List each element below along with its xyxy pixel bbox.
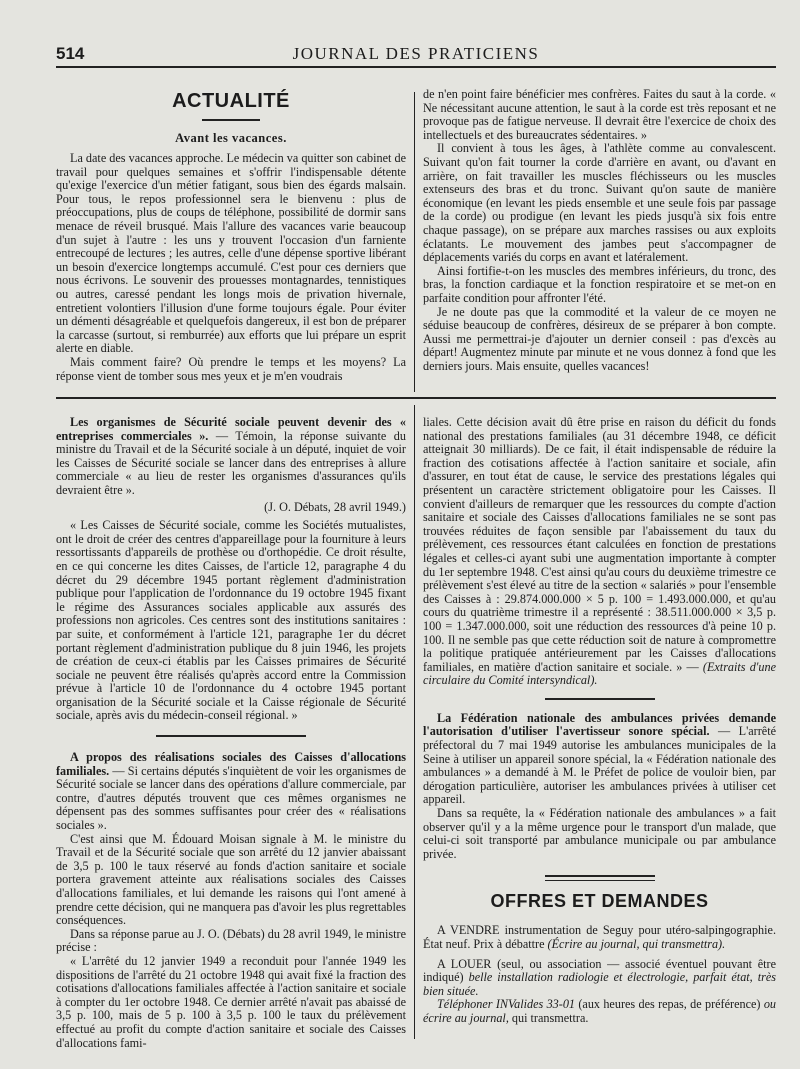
offres-rule-top	[545, 875, 655, 877]
propos-article	[56, 751, 406, 833]
propos-paragraph-3: Dans sa réponse parue au J. O. (Débats) du 28 avril 1949, le ministre précise :	[56, 926, 406, 955]
offres-ad-3-phone: Téléphoner INValides 33-01	[437, 997, 576, 1012]
federation-heading: La Fédération nationale des ambulances privées demande l'autorisation d'utiliser l'avertisseur sonore spécial.	[423, 710, 776, 739]
offres-ad-3-italic: ou écrire au journal,	[423, 997, 776, 1025]
actualite-paragraph-2: Mais comment faire? Où prendre le temps et les moyens? La réponse vient de tomber sous mes yeux et je m'en voudrais	[56, 354, 406, 383]
propos-paragraph-5: liales. Cette décision avait dû être prise en raison du déficit du fonds national des prestations familiales (au 31 décembre 1948, ce déficit atteignait 30 milliards). De ce fait, il était indispensable de réduire la fraction des cotisations affectée à l'action sanitaire et sociale, afin d'assurer, en tout état de cause, le service des prestations légales qui présentent un caractère strictement obligatoire pour les Caisses. Il convient d'ailleurs de remarquer que les ressources du compte d'action sanitaire et sociale des Caisses d'allocations familiales ne se sont pas trouvées réduites de façon sensible par l'abaissement du taux du prélèvement, ces ressources étant calculées en fonction de prestations légales et celles-ci ayant subi une augmentation importante à compter du 1er septembre 1948. C'est ainsi qu'au cours du deuxième trimestre ce prélèvement s'est élevé au titre de la section « salariés » pour l'ensemble des Caisses à : 29.874.000.000 × 5 p. 100 = 1.493.000.000, et qu'au cours du quatrième trimestre il a représenté : 38.511.000.000 × 3,5 p. 100 = 1.347.000.000, soit une réduction des ressources d'à peine 10 p. 100. Il ne semble pas que cette réduction soit de nature à compromettre la politique pratiquée antérieurement par les Caisses d'allocations familiales, en matière d'action sanitaire et sociale. » —	[423, 415, 776, 674]
offres-ad-2-italic: belle installation radiologie et électrologie, parfait état, très bien située.	[423, 970, 776, 998]
federation-article	[423, 712, 776, 807]
offres-title: OFFRES ET DEMANDES	[490, 891, 709, 912]
actualite-title-rule	[202, 119, 260, 121]
actualite-paragraph-6: Je ne doute pas que la commodité et la valeur de ce moyen ne séduise beaucoup de confrères, désireux de se préparer à bon compte. Aussi me permettrai-je d'ajouter un dernier conseil : pas d'excès au départ! Augmentez minute par minute et ne vous donnez à fond que les derniers jours. Mais ensuite, quelles vacances!	[423, 304, 776, 373]
actualite-paragraph-4: Il convient à tous les âges, à l'athlète comme au convalescent. Suivant qu'on fait tourner la corde d'arrière en avant, ou d'avant en arrière, on fait travailler les muscles fléchisseurs ou les muscles extenseurs des bras et du tronc. Suivant qu'on saute de manière économique (en levant les pieds ensemble et une seule fois par passage de la corde) ou prodigue (en levant les pieds jusqu'à six fois entre chaque passage), on se prépare aux marches rassises ou aux exploits éclatants. Le mouvement des jambes peut s'accompagner de déplacements variés du corps en avant et latéralement.	[423, 141, 776, 265]
journal-title: JOURNAL DES PRATICIENS	[292, 44, 540, 63]
actualite-paragraph-3: de n'en point faire bénéficier mes confrères. Faites du saut à la corde. « Ne nécessitant aucune attention, le saut à la corde est très reposant et ne provoque pas de fatigue nerveuse. Il devrait être l'exercice de choix des intellectuels et des bureaucrates sédentaires. »	[423, 87, 776, 142]
federation-rule	[545, 698, 655, 700]
offres-ad-1-text: A VENDRE instrumentation de Seguy pour utéro-salpingographie. État neuf. Prix à débattre	[423, 923, 776, 951]
offres-ad-2	[423, 958, 776, 999]
actualite-paragraph-1: La date des vacances approche. Le médecin va quitter son cabinet de travail pour quelques semaines et s'offrir l'indispensable détente qu'exige l'exercice d'un métier fatigant, sous bien des égards malsain. Pour tous, le repos professionnel sera le bienvenu : plus de préoccupations, plus de coups de téléphone, possibilité de dormir sans menace de réveil brusqué. Mais l'allure des vacances varie beaucoup d'un sujet à l'autre : les uns y trouvent l'occasion d'un farniente entrecoupé de lectures ; les autres, celle d'une dépense sportive libérant un besoin d'exercice longtemps accumulé. C'est pour ces derniers que nous écrivons. Le souvenir des prouesses montagnardes, tennistiques ou autres, caressé pendant les longs mois de privation hivernale, entretient volontiers l'illusion d'une forme toujours égale. Pour éviter un démenti désagréable et quelquefois dangereux, il est bon de préparer la carcasse (surtout, si remburrée) aux efforts que lui prépare un esprit alerte en diable.	[56, 151, 406, 356]
offres-ad-1-italic: (Écrire au journal, qui transmettra).	[547, 937, 726, 951]
page-number: 514	[56, 44, 85, 63]
propos-continuation	[423, 416, 776, 688]
actualite-paragraph-5: Ainsi fortifie-t-on les muscles des membres inférieurs, du tronc, des bras, la fonction cardiaque et la fonction respiratoire et se met-on en parfaite condition pour affronter l'été.	[423, 263, 776, 305]
offres-ad-3	[423, 998, 776, 1025]
propos-paragraph-4: « L'arrêté du 12 janvier 1949 a reconduit pour l'année 1949 les dispositions de l'arrêté du 21 octobre 1948 qui avait fixé la fraction des cotisations d'allocations familiales affectée à l'action sanitaire et sociale à compter du 1er octobre 1948. Ce dernier arrêté n'avait pas abaissé de 3,5 p. 100, mais de 5 p. 100 à 3,5 p. 100 le taux du prélèvement effectué au profit du compte d'action sanitaire et sociale des Caisses d'allocations fami-	[56, 953, 406, 1050]
actualite-subtitle: Avant les vacances.	[175, 131, 287, 145]
offres-ad-2-text: A LOUER (seul, ou association — associé éventuel pouvant être indiqué)	[423, 956, 776, 985]
federation-intro: — L'arrêté préfectoral du 7 mai 1949 autorise les ambulances municipales de la Seine à utiliser un appareil sonore spécial, la « Fédération nationale des ambulances » a demandé à M. le Préfet de police de vouloir bien, par dérogation particulière, autoriser les ambulances privées à utiliser cet appareil.	[423, 724, 777, 807]
column-divider-bottom	[414, 405, 415, 1039]
propos-intro: — Si certains députés s'inquiètent de voir les organismes de Sécurité sociale se lancer dans des opérations d'allure commerciale, par contre, d'autres députés trouvent que ces mêmes organismes ne dépensent pas des sommes suffisantes pour créer des « réalisations sociales ».	[56, 763, 406, 833]
federation-paragraph-2: Dans sa requête, la « Fédération nationale des ambulances » a fait observer qu'il y a la même urgence pour le transport d'un malade, que celui-ci soit transporté par ambulance municipale ou par ambulance privée.	[423, 806, 776, 861]
actualite-right	[423, 88, 776, 373]
propos-heading: A propos des réalisations sociales des Caisses d'allocations familiales.	[56, 750, 406, 778]
propos-source: (Extraits d'une circulaire du Comité intersyndical).	[423, 659, 776, 688]
section-divider	[56, 397, 776, 399]
lower-left-rule	[156, 735, 306, 737]
actualite-title: ACTUALITÉ	[172, 90, 290, 112]
organismes-quote: « Les Caisses de Sécurité sociale, comme les Sociétés mutualistes, ont le droit de créer des centres d'appareillage pour la fourniture à leurs ressortissants d'appareils de prothèse ou d'orthopédie. Ce droit résulte, en ce qui concerne les dites Caisses, de l'article 12, paragraphe 4 du décret du 29 décembre 1945 portant règlement d'administration publique pour l'application de l'ordonnance du 19 octobre 1945 fixant le régime des Assurances sociales applicable aux assurés des professions non agricoles. Ces centres sont des institutions sanitaires : par suite, et conformément à l'article 121, paragraphe 1er du décret portant règlement d'administration publique du 8 juin 1946, les projets de création de ceux-ci établis par les Caisses primaires de Sécurité sociale ne peuvent être réalisés qu'après accord entre la Commission prévue à l'article 10 de l'ordonnance du 4 octobre 1945 portant organisation de la Sécurité sociale et la Caisse régionale de Sécurité sociale, après avis du médecin-conseil régional. »	[56, 518, 406, 723]
column-divider-top	[414, 92, 415, 392]
offres-rule-bottom	[545, 880, 655, 881]
actualite-left	[56, 88, 406, 383]
propos-paragraph-2: C'est ainsi que M. Édouard Moisan signale à M. le ministre du Travail et de la Sécurité sociale que son arrêté du 12 janvier abaissant de 3,5 p. 100 le taux réservé au fonds d'action sanitaire et sociale portera gravement atteinte aux réalisations sociales des Caisses d'allocations familiales, et lui demande les raisons qui l'ont amené à prendre cette décision, qui ne manquera pas d'avoir les plus regrettables conséquences.	[56, 831, 406, 928]
offres-ad-3-end: qui transmettra.	[508, 1010, 589, 1025]
organismes-intro: — Témoin, la réponse suivante du ministre du Travail et de la Sécurité sociale à un député, inquiet de voir les Caisses de Sécurité sociale se lancer dans des entreprises à allure commerciale « au lieu de rester les organismes d'assurances qu'ils devraient être ».	[56, 428, 406, 497]
organismes-heading: Les organismes de Sécurité sociale peuvent devenir des « entreprises commerciales ».	[56, 415, 406, 443]
organismes-article	[56, 416, 406, 498]
lower-right-column	[423, 416, 776, 1026]
organismes-source: (J. O. Débats, 28 avril 1949.)	[264, 499, 406, 514]
header-rule	[56, 66, 776, 68]
offres-ad-1	[423, 924, 776, 951]
offres-ad-3-text: (aux heures des repas, de préférence)	[575, 997, 764, 1012]
lower-left-column	[56, 416, 406, 1050]
